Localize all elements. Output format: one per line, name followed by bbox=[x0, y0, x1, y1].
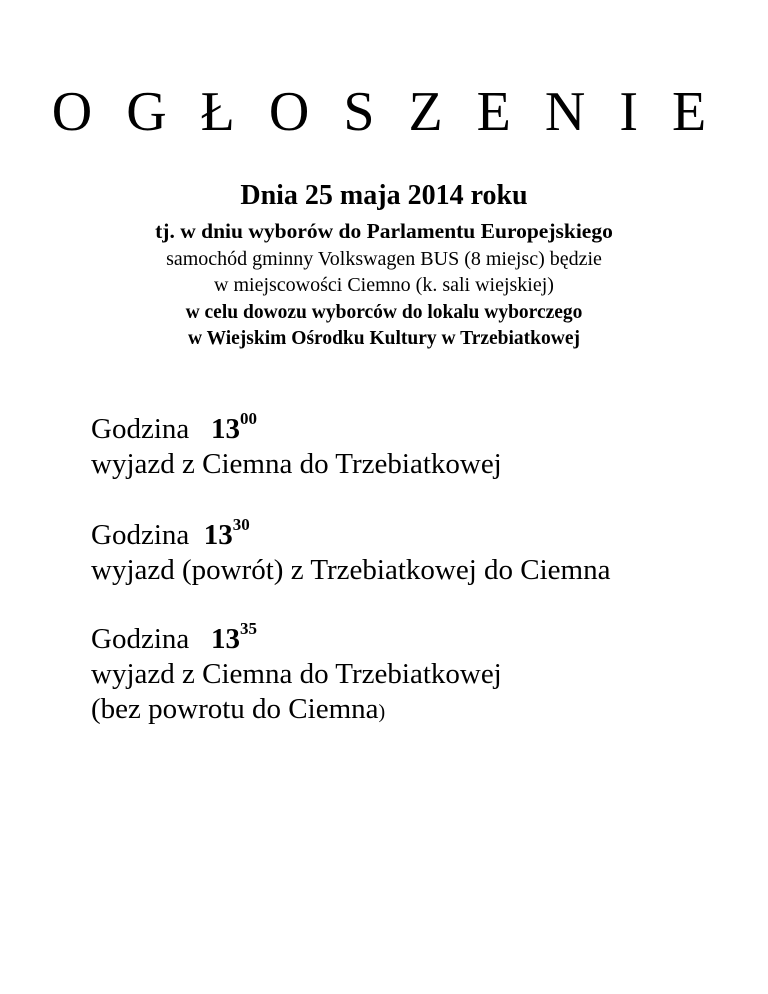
vehicle-line: samochód gminny Volkswagen BUS (8 miejsc) będzie bbox=[166, 248, 602, 270]
schedule-entry bbox=[91, 619, 751, 726]
purpose-line-2: w Wiejskim Ośrodku Kultury w Trzebiatkowej bbox=[187, 328, 581, 349]
schedule-note-text: (bez powrotu do Ciemna bbox=[91, 692, 379, 725]
election-line: tj. w dniu wyborów do Parlamentu Europejskiego bbox=[155, 219, 613, 243]
schedule-entry bbox=[91, 515, 751, 588]
date-line: Dnia 25 maja 2014 roku bbox=[240, 180, 528, 211]
time-label: Godzina bbox=[91, 519, 190, 551]
schedule-time bbox=[91, 619, 751, 657]
time-hour: 13 bbox=[203, 519, 233, 551]
time-minutes: 00 bbox=[240, 409, 257, 428]
schedule-note bbox=[91, 692, 751, 727]
schedule-time bbox=[91, 515, 751, 553]
location-line: w miejscowości Ciemno (k. sali wiejskiej) bbox=[214, 274, 554, 296]
schedule-entry bbox=[91, 409, 751, 482]
time-minutes: 30 bbox=[232, 515, 250, 534]
schedule-description: wyjazd z Ciemna do Trzebiatkowej bbox=[91, 657, 502, 690]
time-label: Godzina bbox=[91, 623, 190, 655]
schedule-note-close: ) bbox=[378, 700, 386, 723]
announcement-title: O G Ł O S Z E N I E bbox=[51, 81, 717, 143]
schedule-description: wyjazd z Ciemna do Trzebiatkowej bbox=[91, 447, 502, 480]
purpose-line-1: w celu dowozu wyborców do lokalu wyborczego bbox=[185, 302, 583, 323]
schedule-time bbox=[91, 409, 751, 447]
time-minutes: 35 bbox=[240, 619, 257, 638]
time-label: Godzina bbox=[91, 413, 190, 445]
schedule-description: wyjazd (powrót) z Trzebiatkowej do Ciemna bbox=[91, 553, 611, 586]
time-hour: 13 bbox=[211, 413, 240, 445]
time-hour: 13 bbox=[211, 623, 240, 655]
